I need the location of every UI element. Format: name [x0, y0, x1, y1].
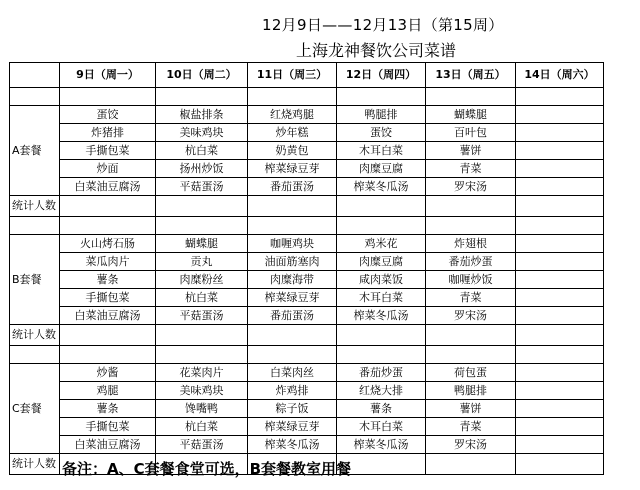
- empty-cell: [60, 346, 156, 364]
- dish-cell: 白菜油豆腐汤: [60, 307, 156, 325]
- dish-cell: 菜瓜肉片: [60, 253, 156, 271]
- dish-row: [10, 289, 604, 307]
- header-row: [10, 63, 604, 88]
- empty-cell: [10, 346, 60, 364]
- dish-cell: 蝴蝶腿: [426, 106, 516, 124]
- empty-cell: [156, 217, 248, 235]
- dish-cell: 榨菜冬瓜汤: [337, 436, 426, 454]
- dish-cell: 美味鸡块: [156, 382, 248, 400]
- dish-cell: 咖喱鸡块: [248, 235, 337, 253]
- dish-cell: 平菇蛋汤: [156, 436, 248, 454]
- empty-cell: [337, 217, 426, 235]
- empty-cell: [248, 346, 337, 364]
- day-column-header: 9日（周一）: [60, 63, 156, 88]
- dish-cell: 薯条: [60, 400, 156, 418]
- dish-cell: 肉糜豆腐: [337, 253, 426, 271]
- dish-cell: 粽子饭: [248, 400, 337, 418]
- menu-table-body: [10, 63, 604, 475]
- spacer-row: [10, 217, 604, 235]
- dish-cell: 咸肉菜饭: [337, 271, 426, 289]
- empty-cell: [10, 88, 60, 106]
- stat-label: 统计人数: [10, 454, 60, 475]
- dish-cell: [516, 178, 604, 196]
- stat-count-cell: [60, 196, 156, 217]
- dish-cell: 肉糜粉丝: [156, 271, 248, 289]
- dish-cell: 榨菜冬瓜汤: [337, 307, 426, 325]
- dish-row: [10, 307, 604, 325]
- dish-cell: [516, 289, 604, 307]
- dish-cell: 番茄炒蛋: [337, 364, 426, 382]
- stat-count-cell: [516, 454, 604, 475]
- set-label: B套餐: [10, 235, 60, 325]
- empty-cell: [10, 217, 60, 235]
- dish-cell: 鸡米花: [337, 235, 426, 253]
- dish-cell: 手撕包菜: [60, 142, 156, 160]
- dish-row: [10, 400, 604, 418]
- stat-count-cell: [248, 196, 337, 217]
- empty-cell: [516, 346, 604, 364]
- day-column-header: 12日（周四）: [337, 63, 426, 88]
- stat-count-cell: [156, 196, 248, 217]
- dish-cell: 贡丸: [156, 253, 248, 271]
- stat-label: 统计人数: [10, 196, 60, 217]
- day-column-header: 14日（周六）: [516, 63, 604, 88]
- dish-cell: 罗宋汤: [426, 436, 516, 454]
- dish-cell: [516, 400, 604, 418]
- empty-cell: [156, 88, 248, 106]
- empty-cell: [337, 88, 426, 106]
- dish-cell: 白菜油豆腐汤: [60, 178, 156, 196]
- empty-cell: [426, 346, 516, 364]
- dish-cell: 木耳白菜: [337, 142, 426, 160]
- empty-cell: [156, 346, 248, 364]
- dish-cell: [516, 271, 604, 289]
- stat-count-cell: [426, 454, 516, 475]
- dish-cell: 炒年糕: [248, 124, 337, 142]
- dish-cell: 木耳白菜: [337, 418, 426, 436]
- dish-cell: 油面筋塞肉: [248, 253, 337, 271]
- dish-cell: 杭白菜: [156, 418, 248, 436]
- dish-row: [10, 436, 604, 454]
- dish-cell: 炒酱: [60, 364, 156, 382]
- dish-cell: 百叶包: [426, 124, 516, 142]
- header-corner: [10, 63, 60, 88]
- empty-cell: [426, 88, 516, 106]
- dish-row: [10, 124, 604, 142]
- dish-cell: 薯饼: [426, 400, 516, 418]
- dish-cell: 蛋饺: [337, 124, 426, 142]
- dish-cell: [516, 382, 604, 400]
- dish-cell: 番茄炒蛋: [426, 253, 516, 271]
- dish-cell: 椒盐排条: [156, 106, 248, 124]
- stat-count-cell: [516, 196, 604, 217]
- dish-cell: [516, 160, 604, 178]
- stat-count-cell: [337, 325, 426, 346]
- dish-cell: 荷包蛋: [426, 364, 516, 382]
- dish-cell: [516, 235, 604, 253]
- dish-cell: 蛋饺: [60, 106, 156, 124]
- stat-label: 统计人数: [10, 325, 60, 346]
- dish-cell: 番茄蛋汤: [248, 307, 337, 325]
- dish-cell: [516, 142, 604, 160]
- dish-cell: 木耳白菜: [337, 289, 426, 307]
- dish-cell: 薯饼: [426, 142, 516, 160]
- dish-cell: 薯条: [337, 400, 426, 418]
- dish-cell: 馋嘴鸭: [156, 400, 248, 418]
- day-column-header: 13日（周五）: [426, 63, 516, 88]
- dish-cell: 白菜肉丝: [248, 364, 337, 382]
- dish-cell: 白菜油豆腐汤: [60, 436, 156, 454]
- dish-cell: [516, 436, 604, 454]
- empty-cell: [516, 217, 604, 235]
- dish-cell: 平菇蛋汤: [156, 307, 248, 325]
- dish-cell: [516, 106, 604, 124]
- empty-cell: [337, 346, 426, 364]
- menu-table: [9, 62, 604, 475]
- dish-cell: 罗宋汤: [426, 307, 516, 325]
- dish-row: [10, 178, 604, 196]
- dish-cell: 平菇蛋汤: [156, 178, 248, 196]
- dish-cell: 青菜: [426, 160, 516, 178]
- dish-cell: 花菜肉片: [156, 364, 248, 382]
- dish-cell: 红烧大排: [337, 382, 426, 400]
- spacer-row: [10, 346, 604, 364]
- dish-cell: 炒面: [60, 160, 156, 178]
- stat-count-cell: [60, 325, 156, 346]
- dish-cell: [516, 253, 604, 271]
- dish-cell: 手撕包菜: [60, 289, 156, 307]
- dish-cell: 青菜: [426, 418, 516, 436]
- dish-row: [10, 160, 604, 178]
- dish-cell: 榨菜绿豆芽: [248, 160, 337, 178]
- dish-cell: 肉糜豆腐: [337, 160, 426, 178]
- day-column-header: 11日（周三）: [248, 63, 337, 88]
- set-label: A套餐: [10, 106, 60, 196]
- menu-company-title: 上海龙神餐饮公司菜谱: [296, 41, 457, 60]
- dish-cell: 番茄蛋汤: [248, 178, 337, 196]
- empty-cell: [60, 88, 156, 106]
- menu-date-range-title: 12月9日——12月13日（第15周）: [262, 16, 504, 34]
- dish-cell: 杭白菜: [156, 289, 248, 307]
- stat-count-cell: [248, 325, 337, 346]
- dish-row: [10, 253, 604, 271]
- stat-count-cell: [516, 325, 604, 346]
- stat-count-cell: [156, 325, 248, 346]
- dish-cell: 榨菜绿豆芽: [248, 418, 337, 436]
- dish-cell: 鸭腿排: [426, 382, 516, 400]
- dish-row: [10, 364, 604, 382]
- dish-cell: 咖喱炒饭: [426, 271, 516, 289]
- stat-count-cell: [426, 196, 516, 217]
- stat-count-cell: [337, 196, 426, 217]
- stat-row: [10, 325, 604, 346]
- dish-cell: [516, 418, 604, 436]
- set-label: C套餐: [10, 364, 60, 454]
- empty-cell: [516, 88, 604, 106]
- dish-row: [10, 106, 604, 124]
- dish-cell: 蝴蝶腿: [156, 235, 248, 253]
- dish-cell: 红烧鸡腿: [248, 106, 337, 124]
- dish-cell: 美味鸡块: [156, 124, 248, 142]
- dish-cell: 炸鸡排: [248, 382, 337, 400]
- dish-row: [10, 142, 604, 160]
- stat-count-cell: [426, 325, 516, 346]
- dish-cell: 奶黄包: [248, 142, 337, 160]
- day-column-header: 10日（周二）: [156, 63, 248, 88]
- dish-cell: 炸猪排: [60, 124, 156, 142]
- dish-cell: 榨菜绿豆芽: [248, 289, 337, 307]
- dish-cell: [516, 307, 604, 325]
- empty-cell: [248, 217, 337, 235]
- dish-row: [10, 235, 604, 253]
- dish-row: [10, 418, 604, 436]
- stat-row: [10, 196, 604, 217]
- dish-cell: [516, 124, 604, 142]
- dish-cell: 炸翅根: [426, 235, 516, 253]
- dish-cell: 榨菜冬瓜汤: [248, 436, 337, 454]
- dish-cell: 手撕包菜: [60, 418, 156, 436]
- dish-cell: 扬州炒饭: [156, 160, 248, 178]
- empty-cell: [60, 217, 156, 235]
- dish-cell: 罗宋汤: [426, 178, 516, 196]
- dish-cell: 鸭腿排: [337, 106, 426, 124]
- dish-cell: 青菜: [426, 289, 516, 307]
- dish-cell: 薯条: [60, 271, 156, 289]
- dish-cell: 肉糜海带: [248, 271, 337, 289]
- empty-cell: [426, 217, 516, 235]
- spacer-row: [10, 88, 604, 106]
- dish-cell: 火山烤石肠: [60, 235, 156, 253]
- dish-cell: 鸡腿: [60, 382, 156, 400]
- dish-cell: 杭白菜: [156, 142, 248, 160]
- footnote: 备注：A、C套餐食堂可选，B套餐教室用餐: [62, 460, 352, 478]
- dish-cell: 榨菜冬瓜汤: [337, 178, 426, 196]
- dish-row: [10, 382, 604, 400]
- empty-cell: [248, 88, 337, 106]
- dish-cell: [516, 364, 604, 382]
- dish-row: [10, 271, 604, 289]
